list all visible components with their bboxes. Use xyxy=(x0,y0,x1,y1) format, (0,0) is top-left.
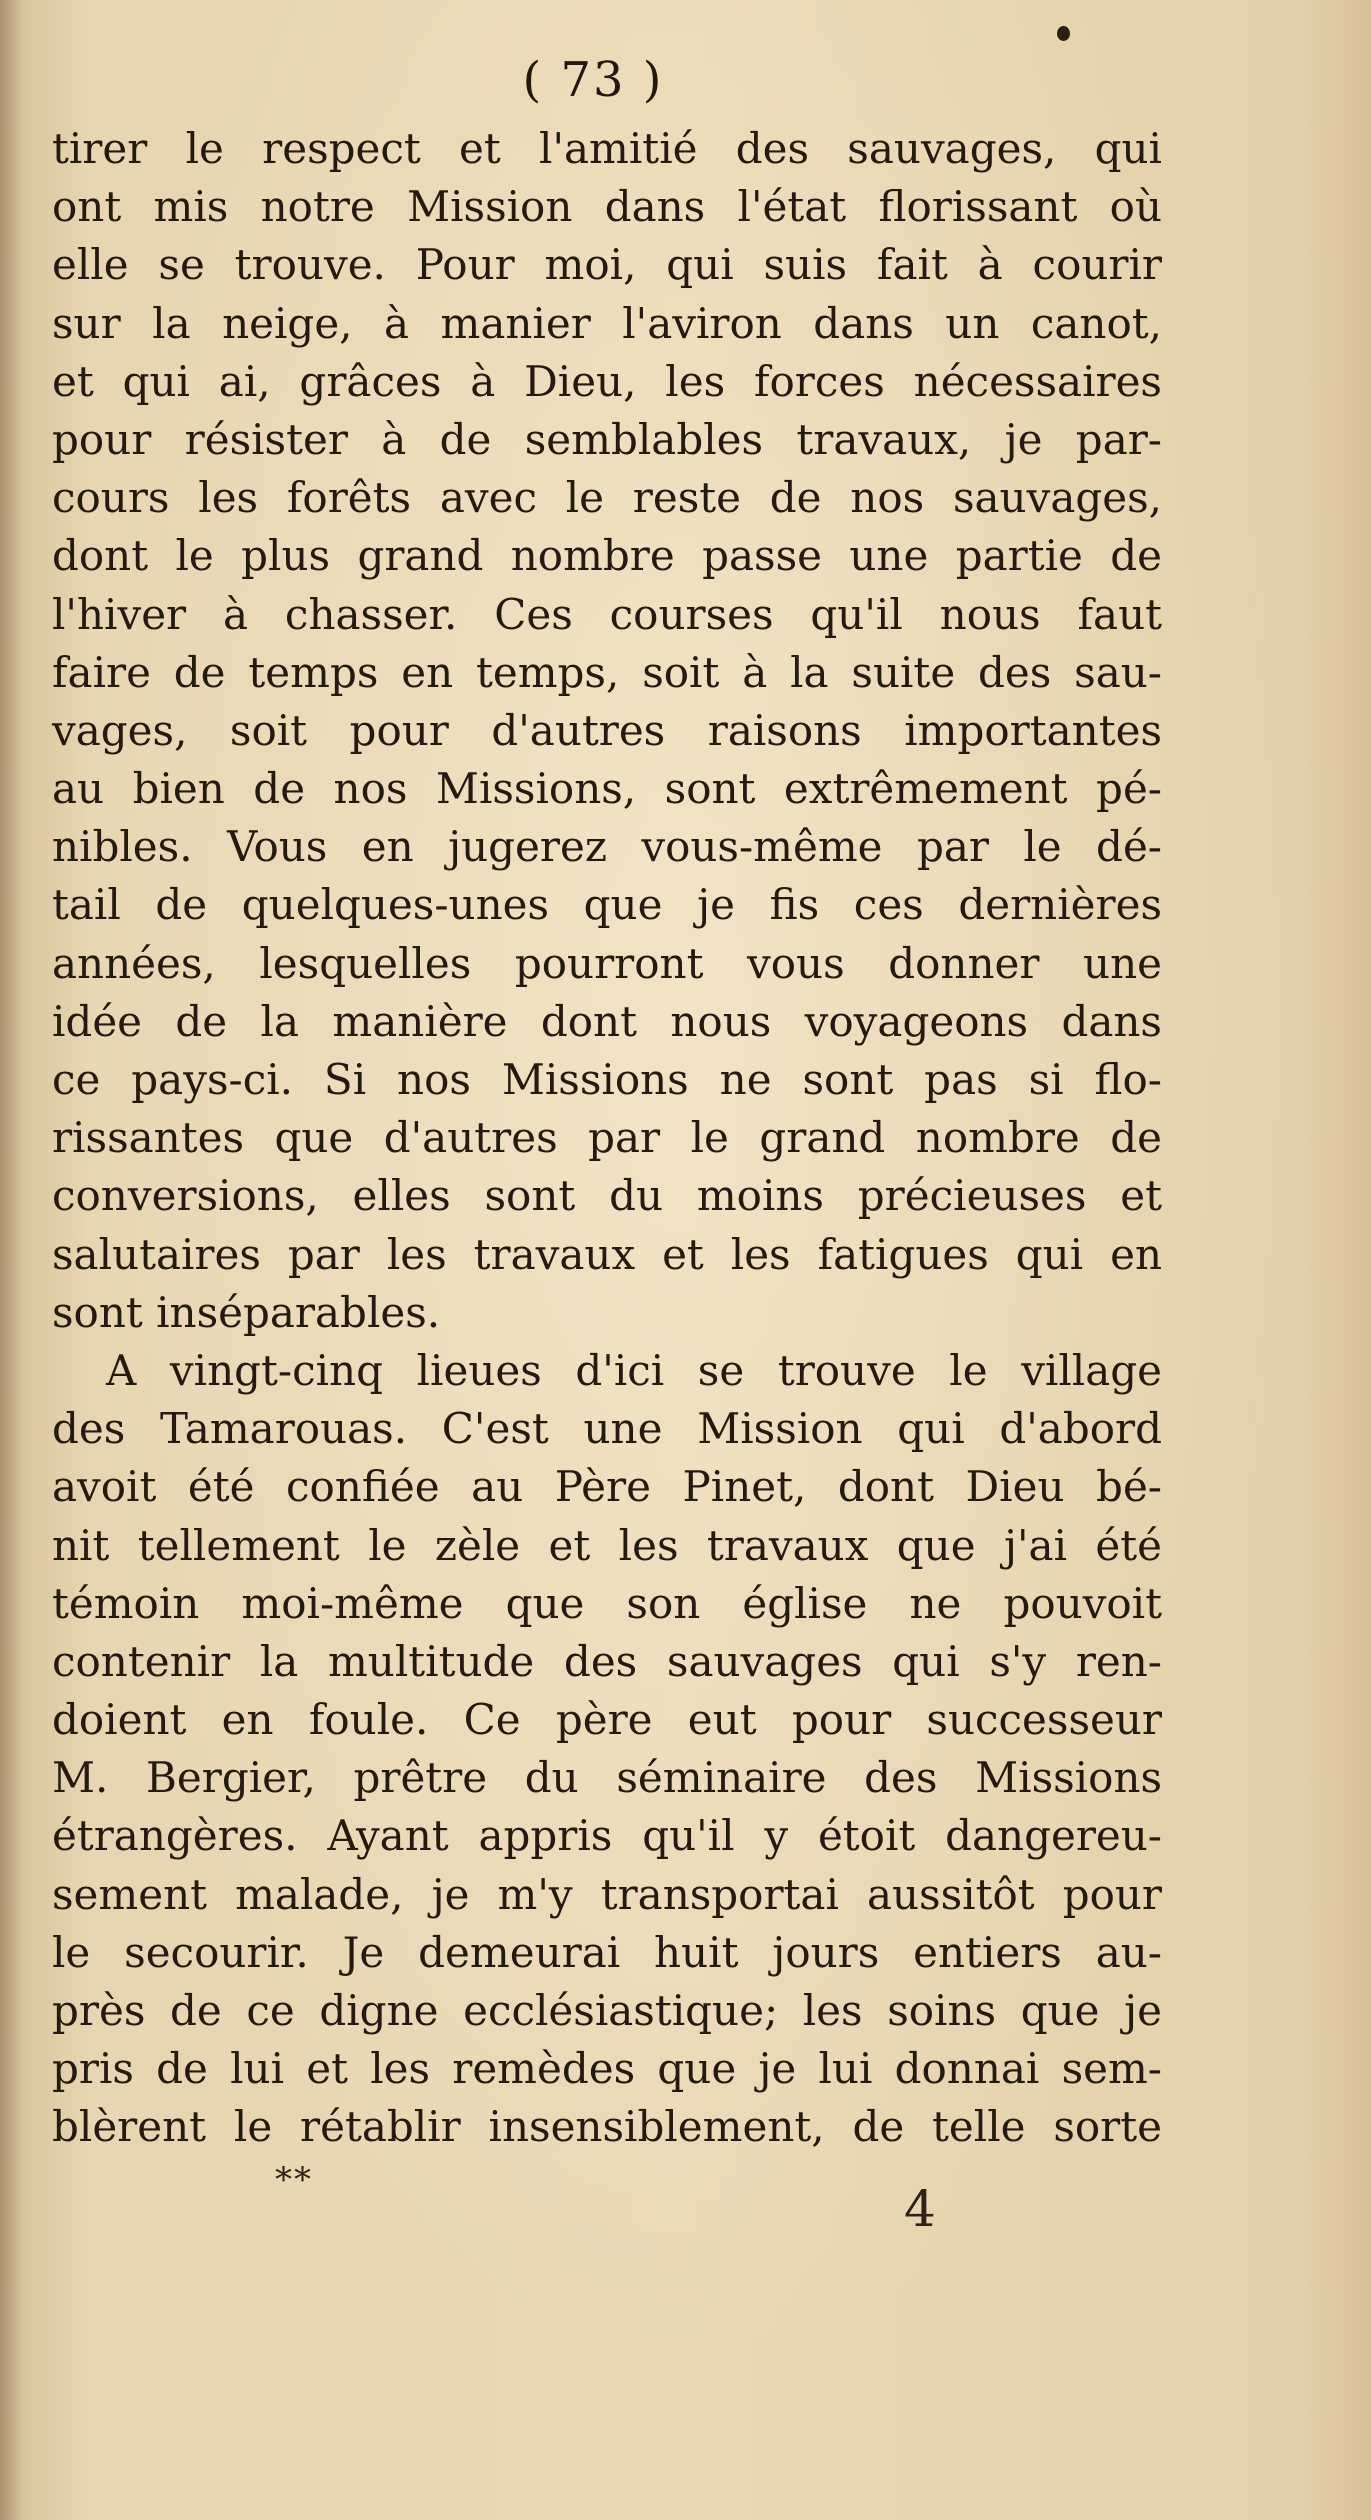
catchword: 4 xyxy=(904,2180,936,2238)
text-line: années, lesquelles pourront vous donner une xyxy=(52,938,1162,988)
text-line: étrangères. Ayant appris qu'il y étoit dangereu- xyxy=(52,1811,1162,1861)
text-line: conversions, elles sont du moins précieuses et xyxy=(52,1171,1162,1221)
text-line: nit tellement le zèle et les travaux que j'ai été xyxy=(52,1520,1162,1570)
text-line: doient en foule. Ce père eut pour successeur xyxy=(52,1695,1162,1745)
text-line: ont mis notre Mission dans l'état florissant où xyxy=(52,182,1162,232)
text-line: l'hiver à chasser. Ces courses qu'il nous faut xyxy=(52,589,1162,639)
text-line: sur la neige, à manier l'aviron dans un canot, xyxy=(52,298,1162,348)
text-line: avoit été confiée au Père Pinet, dont Dieu bé- xyxy=(52,1462,1162,1512)
binding-gutter-shadow xyxy=(0,0,22,2520)
text-line: faire de temps en temps, soit à la suite des sau- xyxy=(52,647,1162,697)
text-line: pour résister à de semblables travaux, je par- xyxy=(52,414,1162,464)
text-line: des Tamarouas. C'est une Mission qui d'abord xyxy=(52,1404,1162,1454)
text-line: rissantes que d'autres par le grand nombre de xyxy=(52,1113,1162,1163)
text-line: dont le plus grand nombre passe une partie de xyxy=(52,531,1162,581)
text-line-paragraph-end: sont inséparables. xyxy=(52,1287,441,1337)
text-line: elle se trouve. Pour moi, qui suis fait à courir xyxy=(52,240,1162,290)
text-line: salutaires par les travaux et les fatigues qui en xyxy=(52,1229,1162,1279)
text-line: M. Bergier, prêtre du séminaire des Missions xyxy=(52,1753,1162,1803)
text-line: et qui ai, grâces à Dieu, les forces nécessaires xyxy=(52,356,1162,406)
text-line: pris de lui et les remèdes que je lui donnai sem- xyxy=(52,2044,1162,2094)
text-line: cours les forêts avec le reste de nos sauvages, xyxy=(52,473,1162,523)
text-line: témoin moi-même que son église ne pouvoit xyxy=(52,1578,1162,1628)
page-number: ( 73 ) xyxy=(522,52,664,108)
text-line: tirer le respect et l'amitié des sauvages, qui xyxy=(52,124,1162,173)
text-line: au bien de nos Missions, sont extrêmement pé- xyxy=(52,764,1162,814)
text-line: ce pays-ci. Si nos Missions ne sont pas si flo- xyxy=(52,1055,1162,1104)
text-line: près de ce digne ecclésiastique; les soins que je xyxy=(52,1986,1162,2035)
text-line: blèrent le rétablir insensiblement, de telle sorte xyxy=(52,2102,1162,2152)
text-line: contenir la multitude des sauvages qui s'y ren- xyxy=(52,1636,1162,1686)
text-line: vages, soit pour d'autres raisons importantes xyxy=(52,705,1162,755)
ink-spot xyxy=(1057,26,1070,41)
text-line: le secourir. Je demeurai huit jours entiers au- xyxy=(52,1927,1162,1977)
body-text xyxy=(52,120,1162,2157)
text-line: sement malade, je m'y transportai aussitôt pour xyxy=(52,1869,1162,1919)
text-line: tail de quelques-unes que je fis ces dernières xyxy=(52,880,1162,930)
text-line: idée de la manière dont nous voyageons dans xyxy=(52,996,1162,1046)
signature-mark: ** xyxy=(275,2160,313,2200)
text-line: nibles. Vous en jugerez vous-même par le dé- xyxy=(52,822,1162,872)
text-line-paragraph-start: A vingt-cinq lieues d'ici se trouve le village xyxy=(106,1345,1162,1395)
